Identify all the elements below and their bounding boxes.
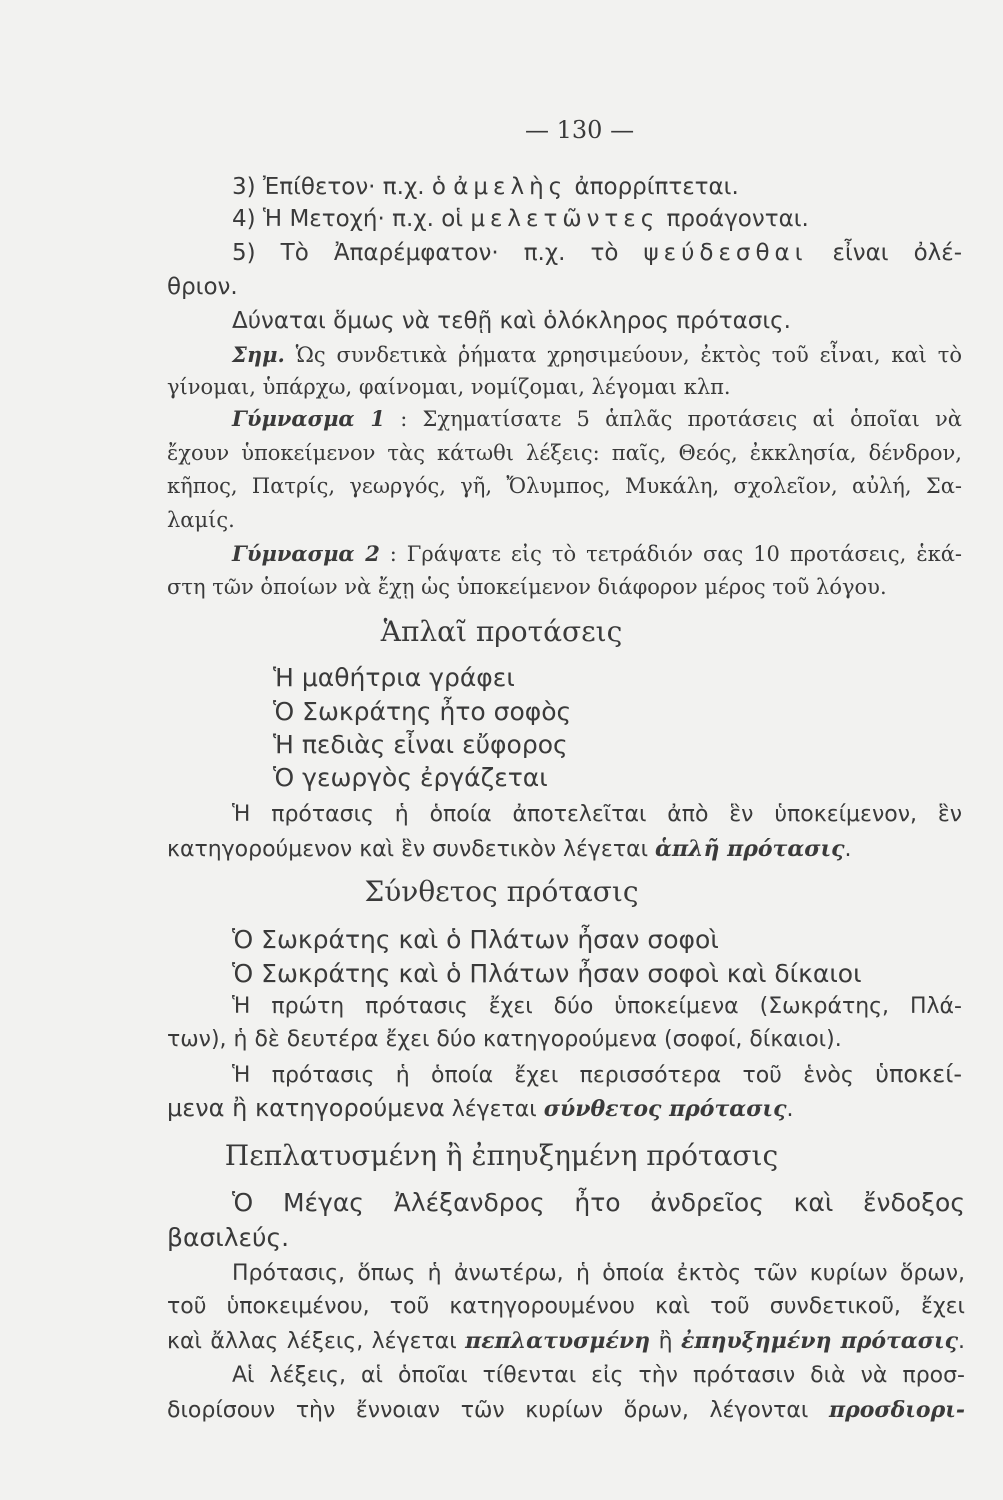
example-sentence: Ἡ πεδιὰς εἶναι εὔφορος bbox=[273, 730, 568, 759]
paragraph-text: καὶ ἄλλας λέξεις, λέγεται bbox=[167, 1329, 466, 1354]
section-heading-compound: Σύνθετος πρότασις bbox=[364, 875, 639, 908]
text-line: γίνομαι, ὑπάρχω, φαίνομαι, νομίζομαι, λέγομαι κλπ. bbox=[167, 375, 731, 399]
list-item-participle-end: προάγονται. bbox=[659, 206, 809, 232]
exercise-2-line bbox=[232, 543, 962, 565]
paragraph-line bbox=[167, 1399, 965, 1422]
list-item-infinitive bbox=[232, 242, 962, 265]
example-sentence: Ὁ Σωκράτης καὶ ὁ Πλάτων ἦσαν σοφοὶ bbox=[232, 925, 719, 954]
text-line: λαμίς. bbox=[167, 508, 235, 532]
term-simple-sentence: ἁπλῆ πρότασις bbox=[655, 836, 845, 862]
example-sentence: Ἡ μαθήτρια γράφει bbox=[273, 663, 515, 692]
term-compound-sentence: σύνθετος πρότασις bbox=[543, 1096, 787, 1122]
paragraph-line: Πρότασις, ὅπως ἡ ἀνωτέρω, ἡ ὁποία ἐκτὸς τῶν κυρίων ὅρων, bbox=[232, 1261, 965, 1286]
section-heading-simple: Ἁπλαῖ προτάσεις bbox=[380, 615, 623, 648]
definition-text: Ἡ πρότασις ἡ ὁποία ἔχει περισσότερα τοῦ ἑνὸς bbox=[232, 1063, 876, 1088]
definition-text: λέγεται bbox=[444, 1097, 544, 1122]
definition-line: Ἡ πρότασις ἡ ὁποία ἀποτελεῖται ἀπὸ ἓν ὑποκείμενον, ἓν bbox=[232, 802, 962, 827]
paragraph-line bbox=[167, 1330, 965, 1353]
paragraph-period: . bbox=[958, 1329, 965, 1354]
list-item-participle bbox=[232, 208, 809, 231]
example-word: ἀμελὴς bbox=[453, 174, 568, 200]
paragraph-text: ἢ bbox=[650, 1329, 681, 1354]
list-item-infinitive-text: 5) Τὸ Ἀπαρέμφατον· π.χ. τὸ bbox=[232, 240, 644, 266]
text-line: Δύναται ὅμως νὰ τεθῇ καὶ ὁλόκληρος πρότασις. bbox=[232, 308, 791, 334]
text-line: θριον. bbox=[167, 274, 238, 300]
term-extended: πεπλατυσμένη bbox=[465, 1328, 651, 1354]
definition-period: . bbox=[786, 1097, 794, 1122]
definition-line: των), ἡ δὲ δευτέρα ἔχει δύο κατηγορούμενα (σοφοί, δίκαιοι). bbox=[167, 1027, 842, 1052]
list-item-adjective bbox=[232, 176, 739, 199]
exercise-2-text: : Γράψατε εἰς τὸ τετράδιόν σας 10 προτάσεις, ἑκά- bbox=[379, 542, 962, 566]
definition-line: Ἡ πρώτη πρότασις ἔχει δύο ὑποκείμενα (Σωκράτης, Πλά- bbox=[232, 994, 962, 1019]
text-line: στη τῶν ὁποίων νὰ ἔχῃ ὡς ὑποκείμενον διάφορον μέρος τοῦ λόγου. bbox=[167, 575, 887, 599]
example-sentence: Ὁ γεωργὸς ἐργάζεται bbox=[273, 763, 548, 792]
exercise-1-label: Γύμνασμα 1 bbox=[232, 406, 386, 431]
note-line bbox=[232, 344, 962, 366]
exercise-1-text: : Σχηματίσατε 5 ἁπλᾶς προτάσεις αἱ ὁποῖαι νὰ bbox=[385, 407, 962, 431]
list-item-adjective-end: ἀπορρίπτεται. bbox=[567, 174, 739, 200]
list-item-adjective-text: 3) Ἐπίθετον· π.χ. ὁ bbox=[232, 174, 454, 200]
page-number: — 130 — bbox=[525, 116, 635, 144]
text-line: ἔχουν ὑποκείμενον τὰς κάτωθι λέξεις: παῖς, Θεός, ἐκκλησία, δένδρον, bbox=[167, 441, 962, 465]
term-modifiers: προσδιορι- bbox=[828, 1397, 965, 1423]
exercise-2-label: Γύμνασμα 2 bbox=[232, 541, 380, 566]
paragraph-line: τοῦ ὑποκειμένου, τοῦ κατηγορουμένου καὶ τοῦ συνδετικοῦ, ἔχει bbox=[167, 1294, 965, 1319]
example-word: μελετῶντες bbox=[470, 206, 660, 232]
example-sentence: Ὁ Μέγας Ἀλέξανδρος ἦτο ἀνδρεῖος καὶ ἔνδοξος bbox=[232, 1188, 965, 1217]
example-sentence: Ὁ Σωκράτης καὶ ὁ Πλάτων ἦσαν σοφοὶ καὶ δίκαιοι bbox=[232, 959, 862, 988]
definition-line bbox=[167, 838, 852, 861]
exercise-1-line bbox=[232, 408, 962, 430]
example-word: ψεύδεσθαι bbox=[643, 240, 808, 266]
emphasis-text: μενα ἢ κατηγορούμενα bbox=[167, 1094, 445, 1122]
example-sentence: βασιλεύς. bbox=[167, 1223, 290, 1252]
section-heading-extended: Πεπλατυσμένη ἢ ἐπηυξημένη πρότασις bbox=[224, 1139, 779, 1172]
note-label: Σημ. bbox=[232, 342, 285, 367]
paragraph-line: Αἱ λέξεις, αἱ ὁποῖαι τίθενται εἰς τὴν πρότασιν διὰ νὰ προσ- bbox=[232, 1363, 965, 1388]
list-item-participle-text: 4) Ἡ Μετοχή· π.χ. οἱ bbox=[232, 206, 471, 232]
text-line: κῆπος, Πατρίς, γεωργός, γῆ, Ὄλυμπος, Μυκάλη, σχολεῖον, αὐλή, Σα- bbox=[167, 474, 962, 498]
paragraph-text: διορίσουν τὴν ἔννοιαν τῶν κυρίων ὅρων, λέγονται bbox=[167, 1398, 829, 1423]
definition-line bbox=[167, 1096, 793, 1121]
definition-line bbox=[232, 1062, 962, 1087]
term-augmented-sentence: ἐπηυξημένη πρότασις bbox=[680, 1328, 958, 1354]
note-text: Ὡς συνδετικὰ ῥήματα χρησιμεύουν, ἐκτὸς τοῦ εἶναι, καὶ τὸ bbox=[284, 343, 962, 367]
emphasis-text: ὑποκεί- bbox=[875, 1060, 962, 1088]
example-sentence: Ὁ Σωκράτης ἦτο σοφὸς bbox=[273, 697, 572, 726]
definition-period: . bbox=[844, 837, 852, 862]
definition-text: κατηγορούμενον καὶ ἓν συνδετικὸν λέγεται bbox=[167, 837, 656, 862]
list-item-infinitive-end: εἶναι ὀλέ- bbox=[807, 240, 963, 266]
